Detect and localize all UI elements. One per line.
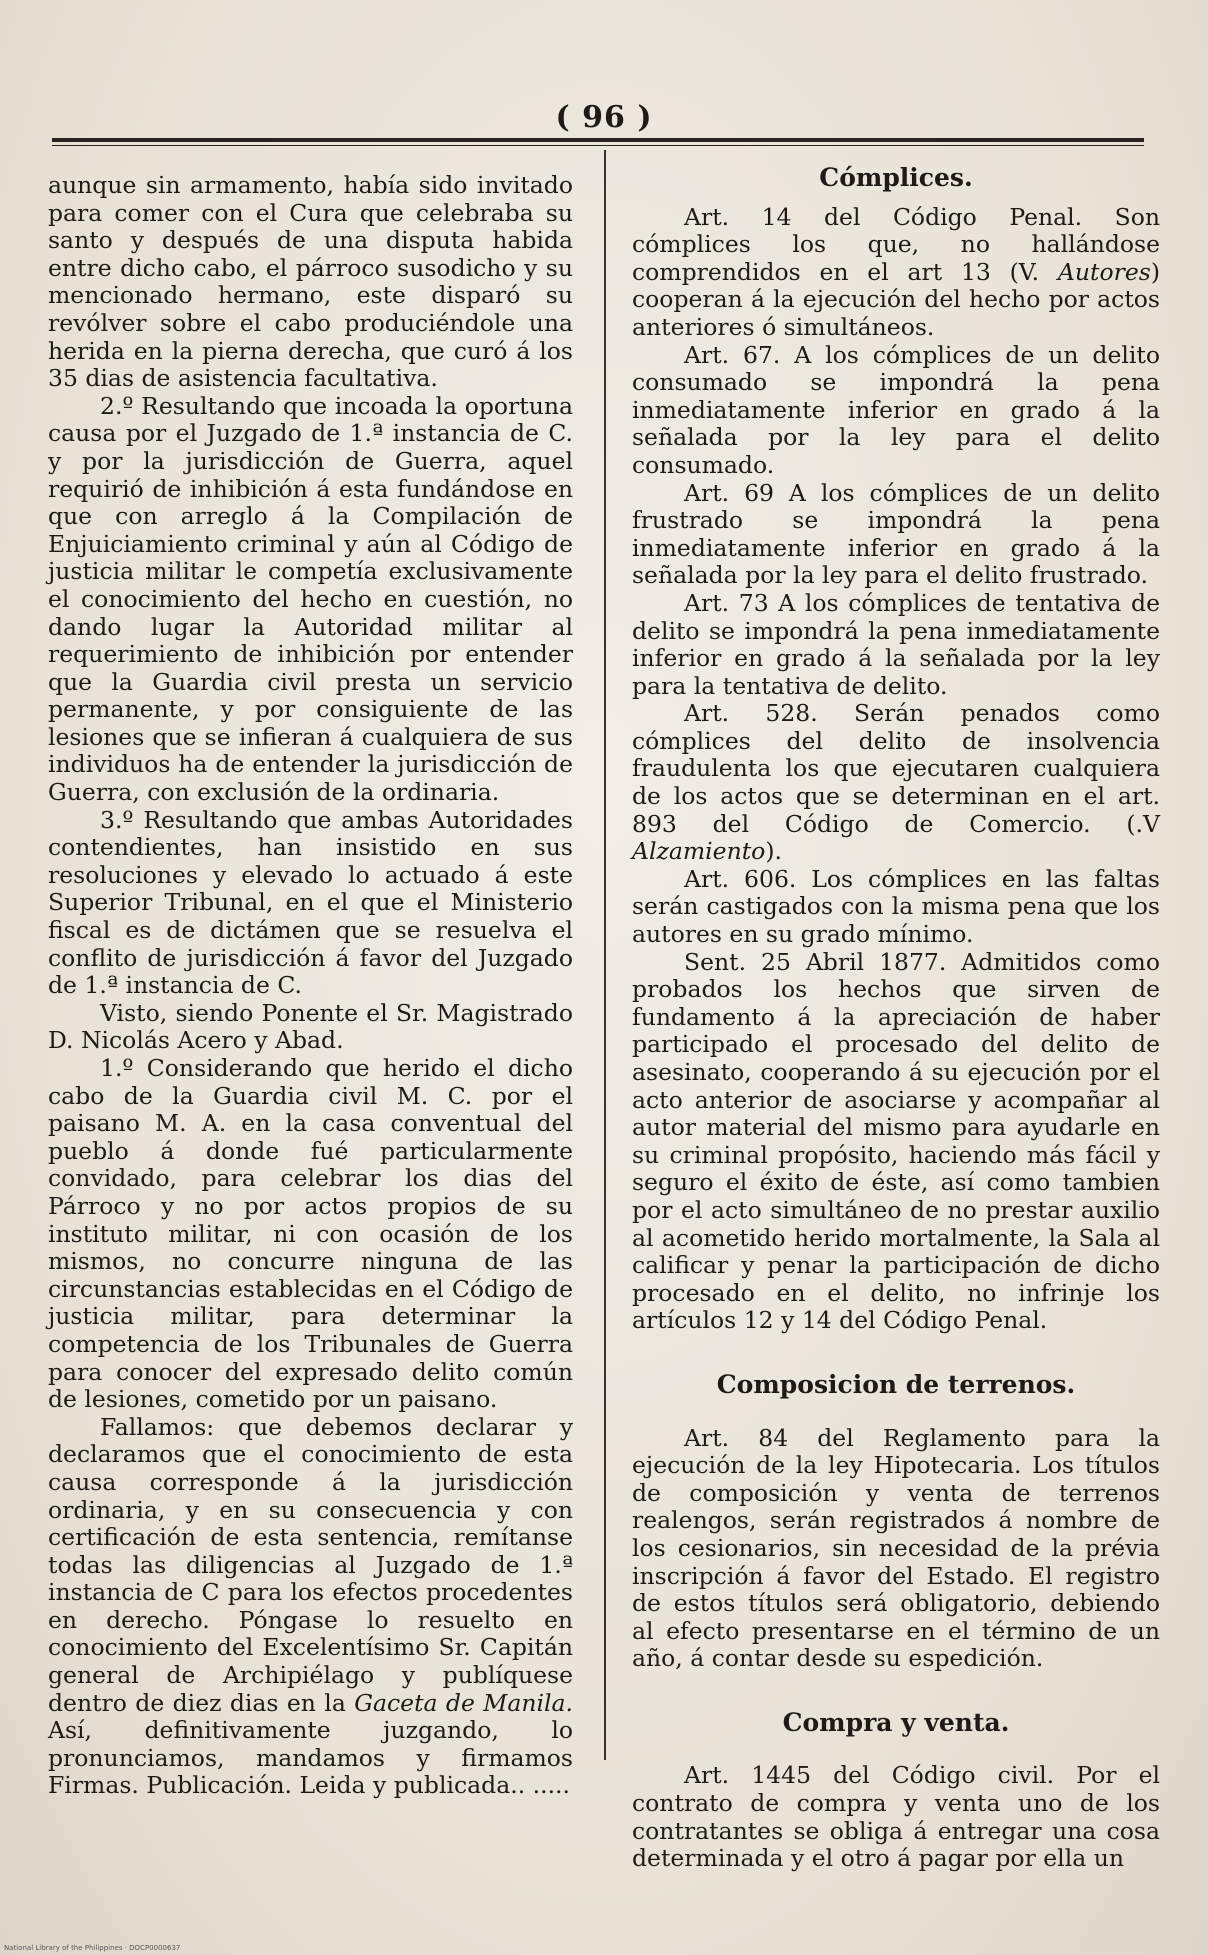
art-528-text: Art. 528. Serán penados como cómplices del delito de insolvencia fraudulenta los que ejecutaren cualquiera de los actos que se determinan en el art. 893 del Código de Comercio. (.V [632,699,1160,838]
gaceta-title: Gaceta [354,1688,438,1717]
art-1445-paragraph: Art. 1445 del Código civil. Por el contrato de compra y venta uno de los contratantes se obliga á entregar una cosa determinada y el otro á pagar por ella un [632,1761,1160,1873]
closing-text: Así, definitivamente juzgando, lo pronunciamos, mandamos y firmamos Firmas. Publicación. Leida y publicada.. ..... [48,1716,573,1800]
art-528-text-end: ). [765,837,782,866]
art-528-paragraph [632,700,1160,866]
art-67-paragraph: Art. 67. A los cómplices de un delito consumado se impondrá la pena inmediatamente inferior en grado á la señalada por la ley para el delito consumado. [632,340,1160,479]
art-14-paragraph [632,204,1160,342]
art-14-text: Art. 14 del Código Penal. Son cómplices los que, no hallándose comprendidos en el art 13 (V. [632,202,1160,286]
left-paragraph-4: Visto, siendo Ponente el Sr. Magistrado D. Nicolás Acero y Abad. [48,998,573,1055]
fallamos-text: Fallamos: que debemos declarar y declaramos que el conocimiento de esta causa corresponde á la jurisdicción ordinaria, y en su consecuencia y con certificación de esta sentencia, remítanse todas las diligencias al Juzgado de 1.ª instancia de C para los efectos procedentes en derecho. Póngase lo resuelto en conocimiento del Excelentísimo Sr. Capitán general de Archipiélago y publíquese dentro de diez dias en la [48,1412,573,1717]
gaceta-place: de Manila. [445,1688,573,1717]
left-paragraph-3: 3.º Resultando que ambas Autoridades contendientes, han insistido en sus resoluciones y elevado lo actuado á este Superior Tribunal, en el que el Ministerio fiscal es de dictámen que se resuelva el conflito de jurisdicción á favor del Juzgado de 1.ª instancia de C. [48,805,573,1000]
heading-compra-venta: Compra y venta. [782,1707,1010,1737]
right-column [632,164,1160,1873]
left-paragraph-5: 1.º Considerando que herido el dicho cabo de la Guardia civil M. C. por el paisano M. A. en la casa conventual del pueblo á donde fué particularmente convidado, para celebrar los dias del Párroco y no por actos propios de su instituto militar, ni con ocasión de los mismos, no concurre ninguna de las circunstancias establecidas en el Código de justicia militar, para determinar la competencia de los Tribunales de Guerra para conocer del expresado delito común de lesiones, cometido por un paisano. [48,1054,573,1414]
left-paragraph-6 [48,1414,573,1800]
left-paragraph-1: aunque sin armamento, había sido invitado para comer con el Cura que celebraba su santo y después de una disputa habida entre dicho cabo, el párroco susodicho y su mencionado hermano, este disparó su revólver sobre el cabo produciéndole una herida en la pierna derecha, que curó á los 35 dias de asistencia facultativa. [48,171,573,393]
art-606-paragraph: Art. 606. Los cómplices en las faltas serán castigados con la misma pena que los autores en su grado mínimo. [632,864,1160,949]
left-paragraph-2: 2.º Resultando que incoada la oportuna causa por el Juzgado de 1.ª instancia de C. y por la jurisdicción de Guerra, aquel requirió de inhibición á esta fundándose en que con arreglo á la Compilación de Enjuiciamiento criminal y aún al Código de justicia militar le competía exclusivamente el conocimiento del hecho en cuestión, no dando lugar la Autoridad militar al requerimiento de inhibición por entender que la Guardia civil presta un servicio permanente, y por consiguiente de las lesiones que se infieran á cualquiera de sus individuos ha de entender la jurisdicción de Guerra, con exclusión de la ordinaria. [48,391,573,807]
library-footer: National Library of the Philippines · DOCP0000637 [4,1944,181,1952]
header-rule-thin [52,145,1144,146]
page-number: ( 96 ) [555,100,653,135]
header-rule [52,138,1144,142]
column-divider [604,150,606,1760]
art-69-paragraph: Art. 69 A los cómplices de un delito frustrado se impondrá la pena inmediatamente inferior en grado á la señalada por la ley para el delito frustrado. [632,478,1160,590]
art-84-paragraph: Art. 84 del Reglamento para la ejecución de la ley Hipotecaria. Los títulos de composición y venta de terrenos realengos, serán registrados á nombre de los cesionarios, sin necesidad de la prévia inscripción á favor del Estado. El registro de estos títulos será obligatorio, debiendo al efecto presentarse en el término de un año, á contar desde su espedición. [632,1423,1160,1673]
heading-complices: Cómplices. [819,163,973,192]
alzamiento-ref: Alzamiento [632,837,766,866]
sentencia-paragraph: Sent. 25 Abril 1877. Admitidos como probados los hechos que sirven de fundamento á la apreciación de haber participado el procesado del delito de asesinato, cooperando á su ejecución por el acto anterior de asociarse y acompañar al autor material del mismo para ayudarle en su criminal propósito, haciendo más fácil y seguro el éxito de éste, así como tambien por el acto simultáneo de no prestar auxilio al acometido herido mortalmente, la Sala al calificar y penar la participación de dicho procesado en el delito, no infrinje los artículos 12 y 14 del Código Penal. [632,947,1160,1335]
art-73-paragraph: Art. 73 A los cómplices de tentativa de delito se impondrá la pena inmediatamente inferior en grado á la señalada por la ley para la tentativa de delito. [632,588,1160,700]
autores-ref: Autores [1057,257,1151,286]
left-column [48,172,573,1800]
art-14-text-end: ) cooperan á la ejecución del hecho por actos anteriores ó simultáneos. [632,257,1160,341]
heading-composicion: Composicion de terrenos. [716,1369,1076,1399]
